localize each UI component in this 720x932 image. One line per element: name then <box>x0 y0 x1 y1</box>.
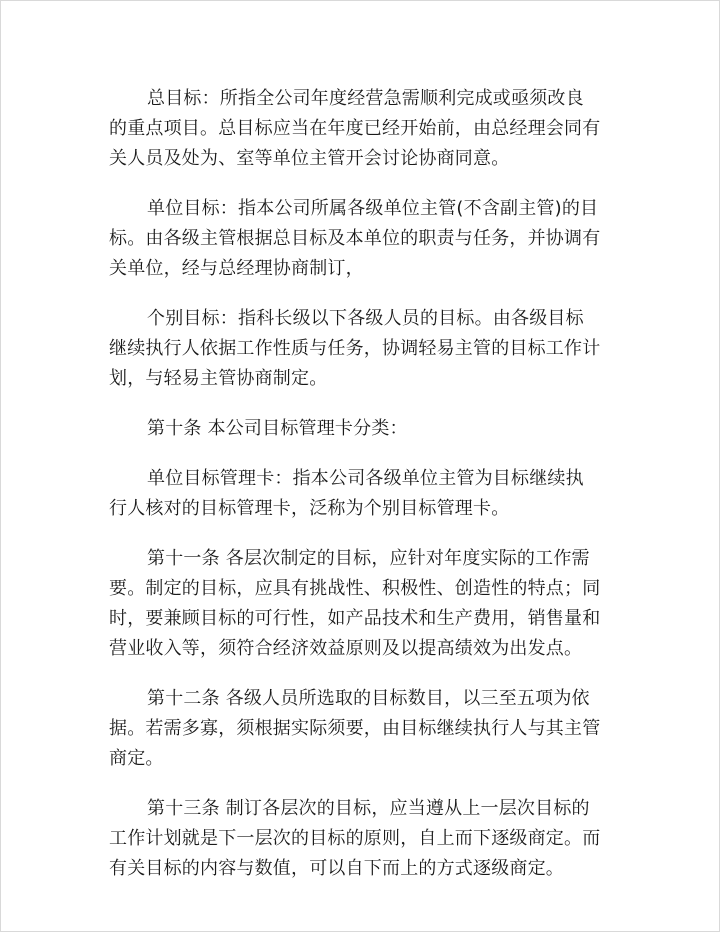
paragraph-unit-goal <box>109 194 609 284</box>
paragraph-article-12 <box>109 684 609 774</box>
text-line: 单位目标管理卡：指本公司各级单位主管为目标继续执 <box>147 468 584 489</box>
text-line: 商定。 <box>109 748 164 769</box>
text-line: 总目标：所指全公司年度经营急需顺利完成或亟须改良 <box>147 88 584 109</box>
text-line: 工作计划就是下一层次的目标的原则，自上而下逐级商定。而 <box>109 828 601 849</box>
document-body <box>109 84 609 904</box>
text-line: 第十二条 各级人员所选取的目标数目，以三至五项为依 <box>147 688 590 709</box>
text-line: 第十一条 各层次制定的目标，应针对年度实际的工作需 <box>147 548 590 569</box>
paragraph-unit-card <box>109 464 609 524</box>
paragraph-article-11 <box>109 544 609 664</box>
text-line: 划，与轻易主管协商制定。 <box>109 368 328 389</box>
paragraph-article-13 <box>109 794 609 884</box>
paragraph-total-goal <box>109 84 609 174</box>
text-line: 要。制定的目标，应具有挑战性、积极性、创造性的特点；同 <box>109 578 601 599</box>
text-line: 关单位，经与总经理协商制订， <box>109 258 364 279</box>
text-line: 继续执行人依据工作性质与任务，协调轻易主管的目标工作计 <box>109 338 601 359</box>
paragraph-individual-goal <box>109 304 609 394</box>
text-line: 个别目标：指科长级以下各级人员的目标。由各级目标 <box>147 308 584 329</box>
text-line: 第十三条 制订各层次的目标，应当遵从上一层次目标的 <box>147 798 590 819</box>
text-line: 第十条 本公司目标管理卡分类： <box>147 418 408 439</box>
paragraph-article-10 <box>109 414 609 444</box>
text-line: 的重点项目。总目标应当在年度已经开始前，由总经理会同有 <box>109 118 601 139</box>
text-line: 关人员及处为、室等单位主管开会讨论协商同意。 <box>109 148 510 169</box>
text-line: 标。由各级主管根据总目标及本单位的职责与任务，并协调有 <box>109 228 601 249</box>
text-line: 单位目标：指本公司所属各级单位主管(不含副主管)的目 <box>147 198 599 219</box>
text-line: 行人核对的目标管理卡，泛称为个别目标管理卡。 <box>109 498 510 519</box>
text-line: 营业收入等，须符合经济效益原则及以提高绩效为出发点。 <box>109 638 583 659</box>
text-line: 据。若需多寡，须根据实际须要，由目标继续执行人与其主管 <box>109 718 601 739</box>
text-line: 有关目标的内容与数值，可以自下而上的方式逐级商定。 <box>109 858 564 879</box>
text-line: 时，要兼顾目标的可行性，如产品技术和生产费用，销售量和 <box>109 608 601 629</box>
